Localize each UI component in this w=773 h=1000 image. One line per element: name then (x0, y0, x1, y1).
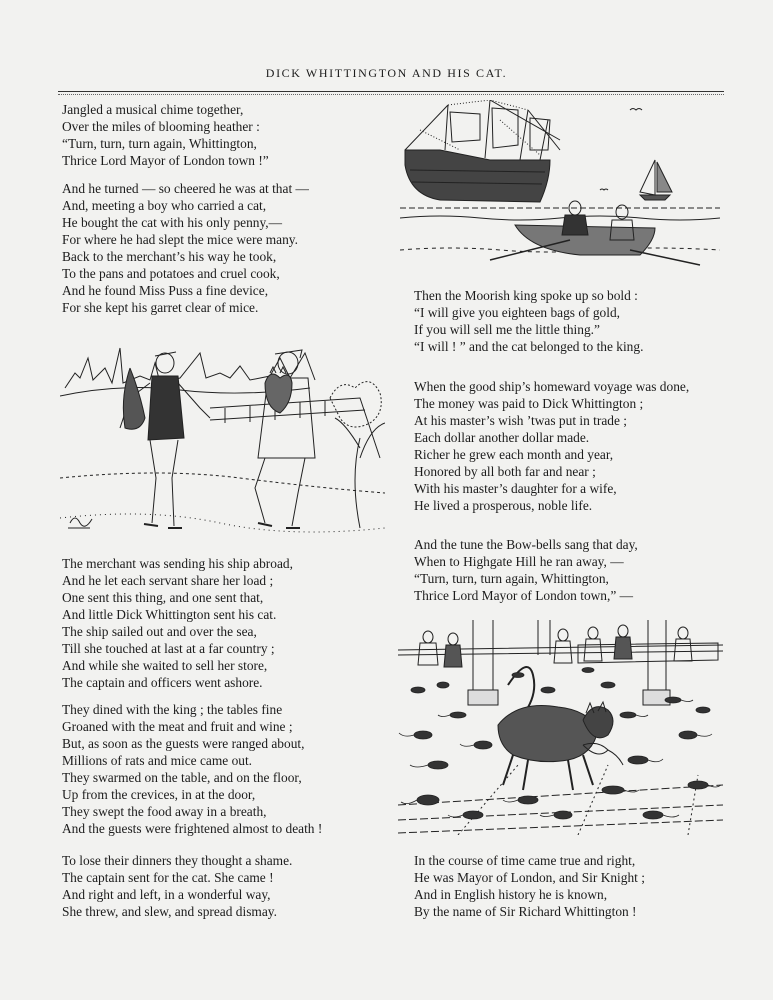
verse-line: Then the Moorish king spoke up so bold : (414, 288, 638, 303)
verse-line: One sent this thing, and one sent that, (62, 590, 264, 605)
verse-line: And while she waited to sell her store, (62, 658, 268, 673)
left-stanza-3 (62, 555, 293, 691)
verse-line: And right and left, in a wonderful way, (62, 887, 271, 902)
verse-line: Jangled a musical chime together, (62, 102, 244, 117)
verse-line: “Turn, turn, turn again, Whittington, (414, 571, 609, 586)
verse-line: To lose their dinners they thought a shame. (62, 853, 293, 868)
verse-line: At his master’s wish ’twas put in trade ; (414, 413, 627, 428)
verse-line: In the course of time came true and right, (414, 853, 636, 868)
verse-line: But, as soon as the guests were ranged about, (62, 736, 305, 751)
verse-line: For where he had slept the mice were many. (62, 232, 298, 247)
verse-line: And in English history he is known, (414, 887, 608, 902)
verse-line: Thrice Lord Mayor of London town,” — (414, 588, 634, 603)
boys-with-cat-illustration (60, 328, 385, 543)
left-stanza-4 (62, 701, 322, 837)
verse-line: The merchant was sending his ship abroad, (62, 556, 293, 571)
left-stanza-5 (62, 852, 292, 920)
verse-line: They swarmed on the table, and on the floor, (62, 770, 302, 785)
verse-line: The captain sent for the cat. She came ! (62, 870, 274, 885)
running-head: DICK WHITTINGTON AND HIS CAT. (265, 66, 508, 80)
cat-chasing-rats-illustration (398, 615, 723, 835)
verse-line: He was Mayor of London, and Sir Knight ; (414, 870, 645, 885)
verse-line: “I will ! ” and the cat belonged to the king. (414, 339, 644, 354)
verse-line: And he found Miss Puss a fine device, (62, 283, 269, 298)
verse-line: They swept the food away in a breath, (62, 804, 267, 819)
verse-line: Each dollar another dollar made. (414, 430, 590, 445)
verse-line: By the name of Sir Richard Whittington ! (414, 904, 637, 919)
verse-line: Thrice Lord Mayor of London town !” (62, 153, 269, 168)
right-stanza-3 (414, 536, 638, 604)
verse-line: And the tune the Bow-bells sang that day, (414, 537, 638, 552)
left-stanza-1 (62, 101, 269, 169)
verse-line: With his master’s daughter for a wife, (414, 481, 617, 496)
verse-line: He bought the cat with his only penny,— (62, 215, 283, 230)
verse-line: Honored by all both far and near ; (414, 464, 596, 479)
verse-line: She threw, and slew, and spread dismay. (62, 904, 277, 919)
verse-line: Till she touched at last at a far country ; (62, 641, 275, 656)
verse-line: And little Dick Whittington sent his cat. (62, 607, 277, 622)
verse-line: They dined with the king ; the tables fine (62, 702, 283, 717)
verse-line: For she kept his garret clear of mice. (62, 300, 259, 315)
right-stanza-1 (414, 287, 643, 355)
verse-line: And the guests were frightened almost to death ! (62, 821, 323, 836)
ship-and-rowboat-illustration (400, 100, 720, 270)
verse-line: The ship sailed out and over the sea, (62, 624, 257, 639)
verse-line: Richer he grew each month and year, (414, 447, 614, 462)
verse-line: Back to the merchant’s his way he took, (62, 249, 277, 264)
verse-line: “Turn, turn, turn again, Whittington, (62, 136, 257, 151)
verse-line: “I will give you eighteen bags of gold, (414, 305, 621, 320)
verse-line: The captain and officers went ashore. (62, 675, 263, 690)
verse-line: And, meeting a boy who carried a cat, (62, 198, 267, 213)
verse-line: If you will sell me the little thing.” (414, 322, 600, 337)
verse-line: The money was paid to Dick Whittington ; (414, 396, 644, 411)
header-rule-dotted (58, 94, 724, 95)
verse-line: And he turned — so cheered he was at that — (62, 181, 309, 196)
verse-line: Over the miles of blooming heather : (62, 119, 260, 134)
header-rule (58, 91, 724, 92)
verse-line: Up from the crevices, in at the door, (62, 787, 256, 802)
verse-line: When to Highgate Hill he ran away, — (414, 554, 624, 569)
verse-line: Millions of rats and mice came out. (62, 753, 253, 768)
right-stanza-4 (414, 852, 645, 920)
left-stanza-2 (62, 180, 309, 316)
verse-line: He lived a prosperous, noble life. (414, 498, 593, 513)
verse-line: To the pans and potatoes and cruel cook, (62, 266, 280, 281)
verse-line: And he let each servant share her load ; (62, 573, 274, 588)
right-stanza-2 (414, 378, 689, 514)
verse-line: When the good ship’s homeward voyage was done, (414, 379, 690, 394)
verse-line: Groaned with the meat and fruit and wine ; (62, 719, 293, 734)
